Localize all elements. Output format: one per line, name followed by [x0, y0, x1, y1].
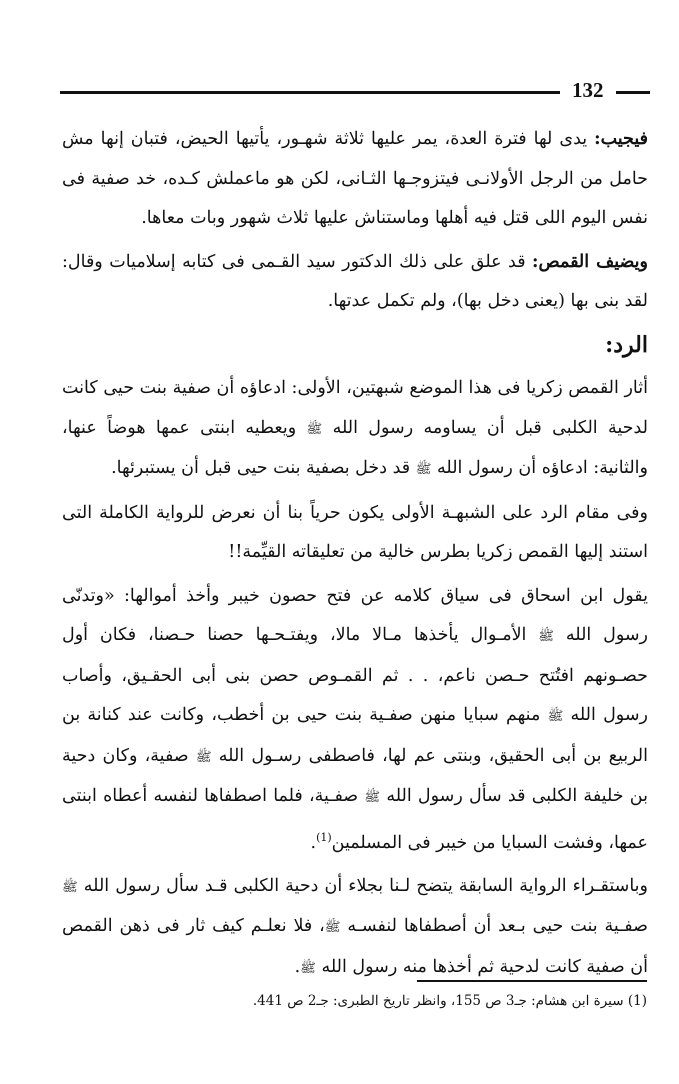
reply-text: منهم سبايا منهن صفـية بنت حيى بن أخطب، وكانت عند كنانة بن الربيع بن أبى الحقيق، وبنتى عم لها، فاصطفى رسـول الله: [62, 705, 648, 766]
reply-paragraph-3: [62, 577, 648, 863]
reply-paragraph-1: [62, 369, 648, 490]
reply-text: .: [294, 956, 301, 977]
header-rule-short: [616, 91, 650, 94]
salutation-glyph: ﷺ: [415, 462, 432, 477]
paragraph-lead: ويضيف القمص:: [532, 251, 648, 272]
salutation-glyph: ﷺ: [300, 960, 316, 976]
reply-text: ، فلا نعلـم كيف ثار فى ذهن القمص أن صفية كانت لدحية ثم أخذها منه رسول الله: [62, 916, 648, 977]
reply-text: .: [310, 832, 317, 853]
salutation-glyph: ﷺ: [547, 709, 564, 724]
salutation-glyph: ﷺ: [306, 421, 323, 437]
paragraph-lead: فيجيب:: [594, 129, 648, 149]
paragraph-text: يدى لها فترة العدة، يمر عليها ثلاثة شهـور، يأتيها الحيض، فتبان إنها مش حامل من الرجل الأولانـى فيتزوجـها الثـانى، لكن هو ماعملش كـده، خد صفية فى نفس اليوم اللى قتل فيه أهلها وماستناش عليها ثلاث شهور وبات معاها.: [62, 129, 648, 228]
salutation-glyph: ﷺ: [324, 920, 341, 936]
reply-text: قد دخل بصفية بنت حيى قبل أن يستبرئها.: [111, 458, 411, 478]
reply-paragraph-2: [62, 494, 648, 573]
salutation-glyph: ﷺ: [62, 879, 78, 895]
reply-text: وفى مقام الرد على الشبهـة الأولى يكون حرياً بنا أن نعرض للرواية الكاملة التى استند إليها القمص زكريا بطرس خالية من تعليقاته القيِّمة!!: [62, 502, 648, 562]
page-header: [60, 80, 650, 104]
footnote-marker: (1): [316, 830, 332, 844]
header-rule: [60, 91, 560, 94]
reply-text: الأمـوال يأخذها مـالا مالا، ويفتـحـها حصنا حـصنا، فكان أول حصـونهم افتُتح حـصن ناعم، . . ثم القمـوص حصن بنى أبى الحقـيق، وأصاب رسول الله: [62, 625, 648, 725]
section-heading: الرد:: [605, 331, 648, 358]
page-number: 132: [572, 78, 604, 102]
salutation-glyph: ﷺ: [195, 749, 212, 765]
paragraph-addition: [62, 243, 648, 322]
body-text: [62, 120, 648, 992]
paragraph-response: [62, 120, 648, 239]
salutation-glyph: ﷺ: [364, 790, 381, 805]
reply-text: صفـية بنت حيى بـعد أن أصطفاها لنفسـه: [347, 916, 648, 937]
reply-text: ويعطيه ابنتى عمها هوضاً عنها، والثانية: ادعاؤه أن رسول الله: [62, 417, 648, 478]
reply-text: أثار القمص زكريا فى هذا الموضع شبهتين، الأولى: ادعاؤه أن صفية بنت حيى كانت لدحية الكلبى قبل أن يساومه رسول الله: [62, 378, 648, 438]
footnote: (1) سيرة ابن هشام: جـ3 ص 155، وانظر تاريخ الطبرى: جـ2 ص 441.: [252, 993, 647, 1009]
reply-paragraph-4: [62, 867, 648, 989]
footnote-rule: [417, 980, 647, 982]
reply-text: صفـية، فلما اصطفاها لنفسه أعطاه ابنتى عمها، وفشت السبايا من خيبر فى المسلمين: [62, 786, 648, 853]
reply-text: يقول ابن اسحاق فى سياق كلامه عن فتح حصون خيبر وأخذ أموالها: «وتدنّى رسول الله: [62, 585, 648, 645]
paragraph-text: قد علق على ذلك الدكتور سيد القـمى فى كتابه إسلاميات وقال: لقد بنى بها (يعنى دخل بها)، ولم تكمل عدتها.: [62, 251, 648, 311]
salutation-glyph: ﷺ: [538, 629, 555, 644]
reply-text: وباستقـراء الرواية السابقة يتضح لـنا بجلاء أن دحية الكلبى قـد سأل رسول الله: [83, 875, 648, 896]
reply-text: صفية، وكان دحية بن خليفة الكلبى قد سأل رسول الله: [62, 745, 648, 806]
